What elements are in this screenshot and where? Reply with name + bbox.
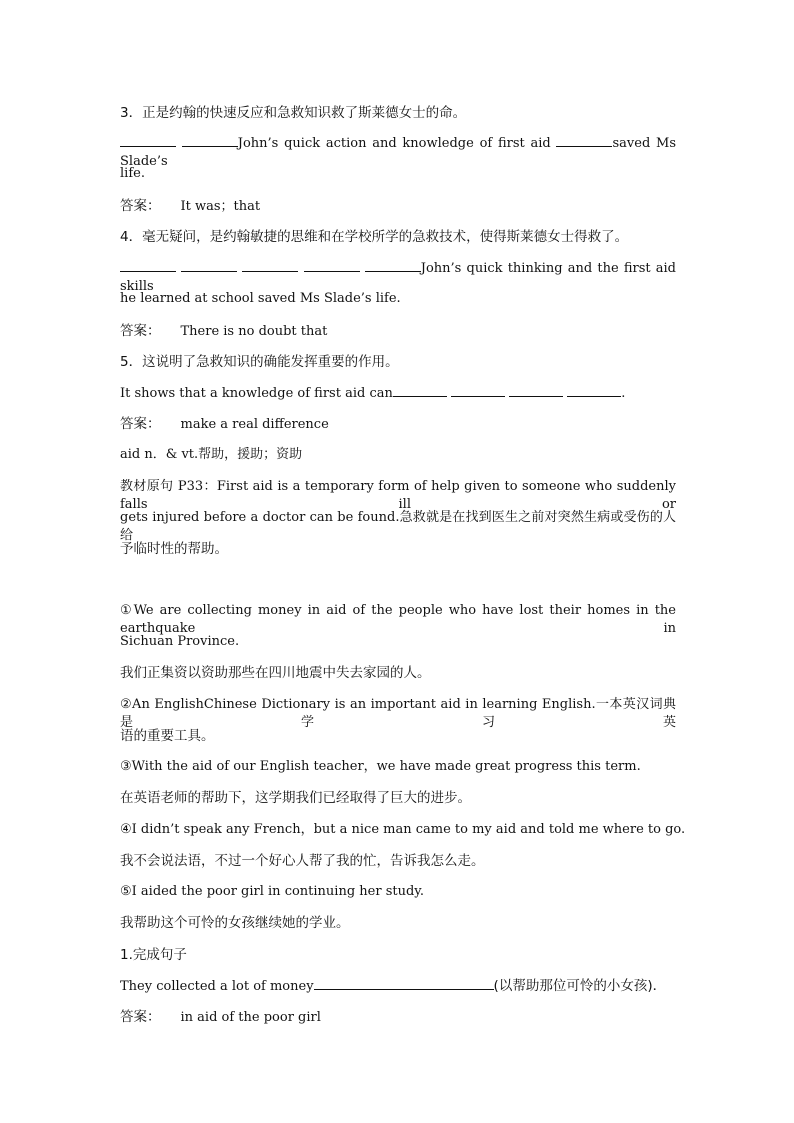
exercise-hint: (以帮助那位可怜的小女孩)． <box>493 978 667 994</box>
answer-blank[interactable] <box>120 259 176 272</box>
example-4-en: ④I didn’t speak any French，but a nice man came to my aid and told me where to go. <box>120 822 686 837</box>
answer-blank[interactable] <box>242 259 298 272</box>
answer-blank[interactable] <box>120 134 176 147</box>
exercise-sentence-start: They collected a lot of money <box>120 979 314 994</box>
q3-part1: John’s quick action and knowledge of first aid <box>237 136 551 151</box>
example-5-en: ⑤I aided the poor girl in continuing her study. <box>120 884 425 899</box>
answer-blank[interactable] <box>181 259 237 272</box>
source-sentence-line3: 予临时性的帮助。 <box>120 541 228 557</box>
q3-continuation: life. <box>120 166 145 181</box>
q5-prompt: 5．这说明了急救知识的确能发挥重要的作用。 <box>120 354 399 370</box>
answer-label: 答案： <box>120 1009 161 1025</box>
exercise-answer <box>120 1008 676 1027</box>
answer-text: make a real difference <box>180 417 329 432</box>
answer-text: There is no doubt that <box>180 324 328 339</box>
answer-blank[interactable] <box>556 134 612 147</box>
example-2-en: ②An EnglishChinese Dictionary is an important aid in learning English.一本英汉词典是学习英 <box>120 697 676 730</box>
example-2-en-cont: 语的重要工具。 <box>120 728 215 744</box>
answer-blank[interactable] <box>314 977 494 990</box>
source-sentence-line1: 教材原句 P33：First aid is a temporary form of help given to someone who suddenly falls ill or <box>120 479 676 512</box>
answer-label: 答案： <box>120 416 161 432</box>
answer-blank[interactable] <box>567 384 621 397</box>
q4-answer <box>120 322 676 341</box>
q4-continuation: he learned at school saved Ms Slade’s life. <box>120 291 401 306</box>
q4-part1: John’s quick thinking and the first aid skills <box>120 261 677 294</box>
q4-prompt: 4．毫无疑问，是约翰敏捷的思维和在学校所学的急救技术，使得斯莱德女士得救了。 <box>120 229 629 245</box>
answer-blank[interactable] <box>393 384 447 397</box>
example-1-en-cont: Sichuan Province. <box>120 634 240 649</box>
answer-blank[interactable] <box>509 384 563 397</box>
answer-blank[interactable] <box>451 384 505 397</box>
answer-text: in aid of the poor girl <box>180 1010 321 1025</box>
example-3-en: ③With the aid of our English teacher，we have made great progress this term. <box>120 759 641 774</box>
answer-blank[interactable] <box>304 259 360 272</box>
example-1-en: ①We are collecting money in aid of the people who have lost their homes in the earthquake in <box>120 603 676 636</box>
q5-sentence <box>120 384 676 403</box>
answer-text: It was；that <box>180 199 261 214</box>
example-4-cn: 我不会说法语，不过一个好心人帮了我的忙，告诉我怎么走。 <box>120 853 485 869</box>
q3-part2: saved Ms Slade’s <box>120 136 676 169</box>
example-1-cn: 我们正集资以资助那些在四川地震中失去家园的人。 <box>120 665 431 681</box>
q4-sentence <box>120 259 677 294</box>
example-5-cn: 我帮助这个可怜的女孩继续她的学业。 <box>120 915 350 931</box>
exercise-heading: 1.完成句子 <box>120 947 187 963</box>
source-sentence-line2: gets injured before a doctor can be found.急救就是在找到医生之前对突然生病或受伤的人给 <box>120 510 676 543</box>
answer-label: 答案： <box>120 323 161 339</box>
q3-prompt: 3．正是约翰的快速反应和急救知识救了斯莱德女士的命。 <box>120 105 467 121</box>
q5-answer <box>120 415 676 434</box>
answer-label: 答案： <box>120 198 161 214</box>
q5-part1: It shows that a knowledge of first aid can <box>120 386 393 401</box>
example-3-cn: 在英语老师的帮助下，这学期我们已经取得了巨大的进步。 <box>120 790 471 806</box>
q3-sentence <box>120 134 676 169</box>
q3-answer <box>120 197 676 216</box>
exercise-sentence <box>120 977 676 996</box>
answer-blank[interactable] <box>365 259 421 272</box>
q5-end: . <box>621 386 626 401</box>
answer-blank[interactable] <box>182 134 238 147</box>
vocab-headword: aid n．& vt.帮助，援助；资助 <box>120 447 303 462</box>
